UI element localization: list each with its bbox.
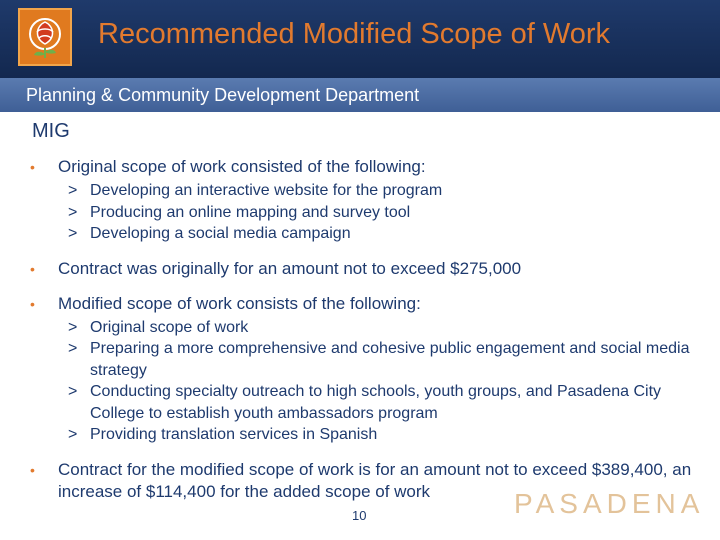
sub-item-text: Developing a social media campaign [90,225,351,242]
rose-logo-icon [18,8,72,66]
sub-item-text: Producing an online mapping and survey tool [90,203,411,221]
bullet-text: Original scope of work consisted of the following: [58,157,426,176]
sub-marker: > [68,182,78,199]
sub-item [30,180,710,202]
sub-item [30,381,710,424]
sub-item-text: Providing translation services in Spanish [90,426,378,443]
bullet-text: Contract for the modified scope of work is for an amount not to exceed $389,400, an increase of $114,400 for the added scope of work [58,459,692,501]
pasadena-wordmark: PASADENA [514,488,705,519]
bullet-list [30,156,710,503]
sub-marker: > [68,225,78,242]
sub-list [30,317,710,446]
sub-list [30,180,710,245]
bullet-marker: • [30,260,35,277]
department-name: Planning & Community Development Department [26,85,420,105]
bullet-text: Contract was originally for an amount not to exceed $275,000 [58,258,522,278]
slide-title: Recommended Modified Scope of Work [98,18,611,50]
bullet-marker: • [30,461,35,478]
section-heading: MIG [32,120,70,142]
sub-marker: > [68,340,78,357]
bullet-item [30,258,710,280]
bullet-item [30,293,710,315]
sub-marker: > [68,383,78,400]
sub-item [30,338,710,381]
sub-item [30,202,710,224]
sub-marker: > [68,203,78,221]
sub-item [30,223,710,245]
sub-marker: > [68,426,78,443]
bullet-marker: • [30,159,35,175]
sub-item [30,424,710,446]
sub-item-text: Conducting specialty outreach to high schools, youth groups, and Pasadena City College to establish youth ambassadors program [90,383,662,422]
sub-item-text: Original scope of work [90,318,249,336]
bullet-item [30,156,710,178]
sub-item-text: Developing an interactive website for the program [90,182,443,199]
bullet-marker: • [30,295,35,312]
bullet-text: Modified scope of work consists of the following: [58,293,421,313]
sub-marker: > [68,318,78,336]
sub-item [30,317,710,339]
page-number: 10 [352,508,367,523]
sub-item-text: Preparing a more comprehensive and cohesive public engagement and social media strategy [90,340,690,379]
